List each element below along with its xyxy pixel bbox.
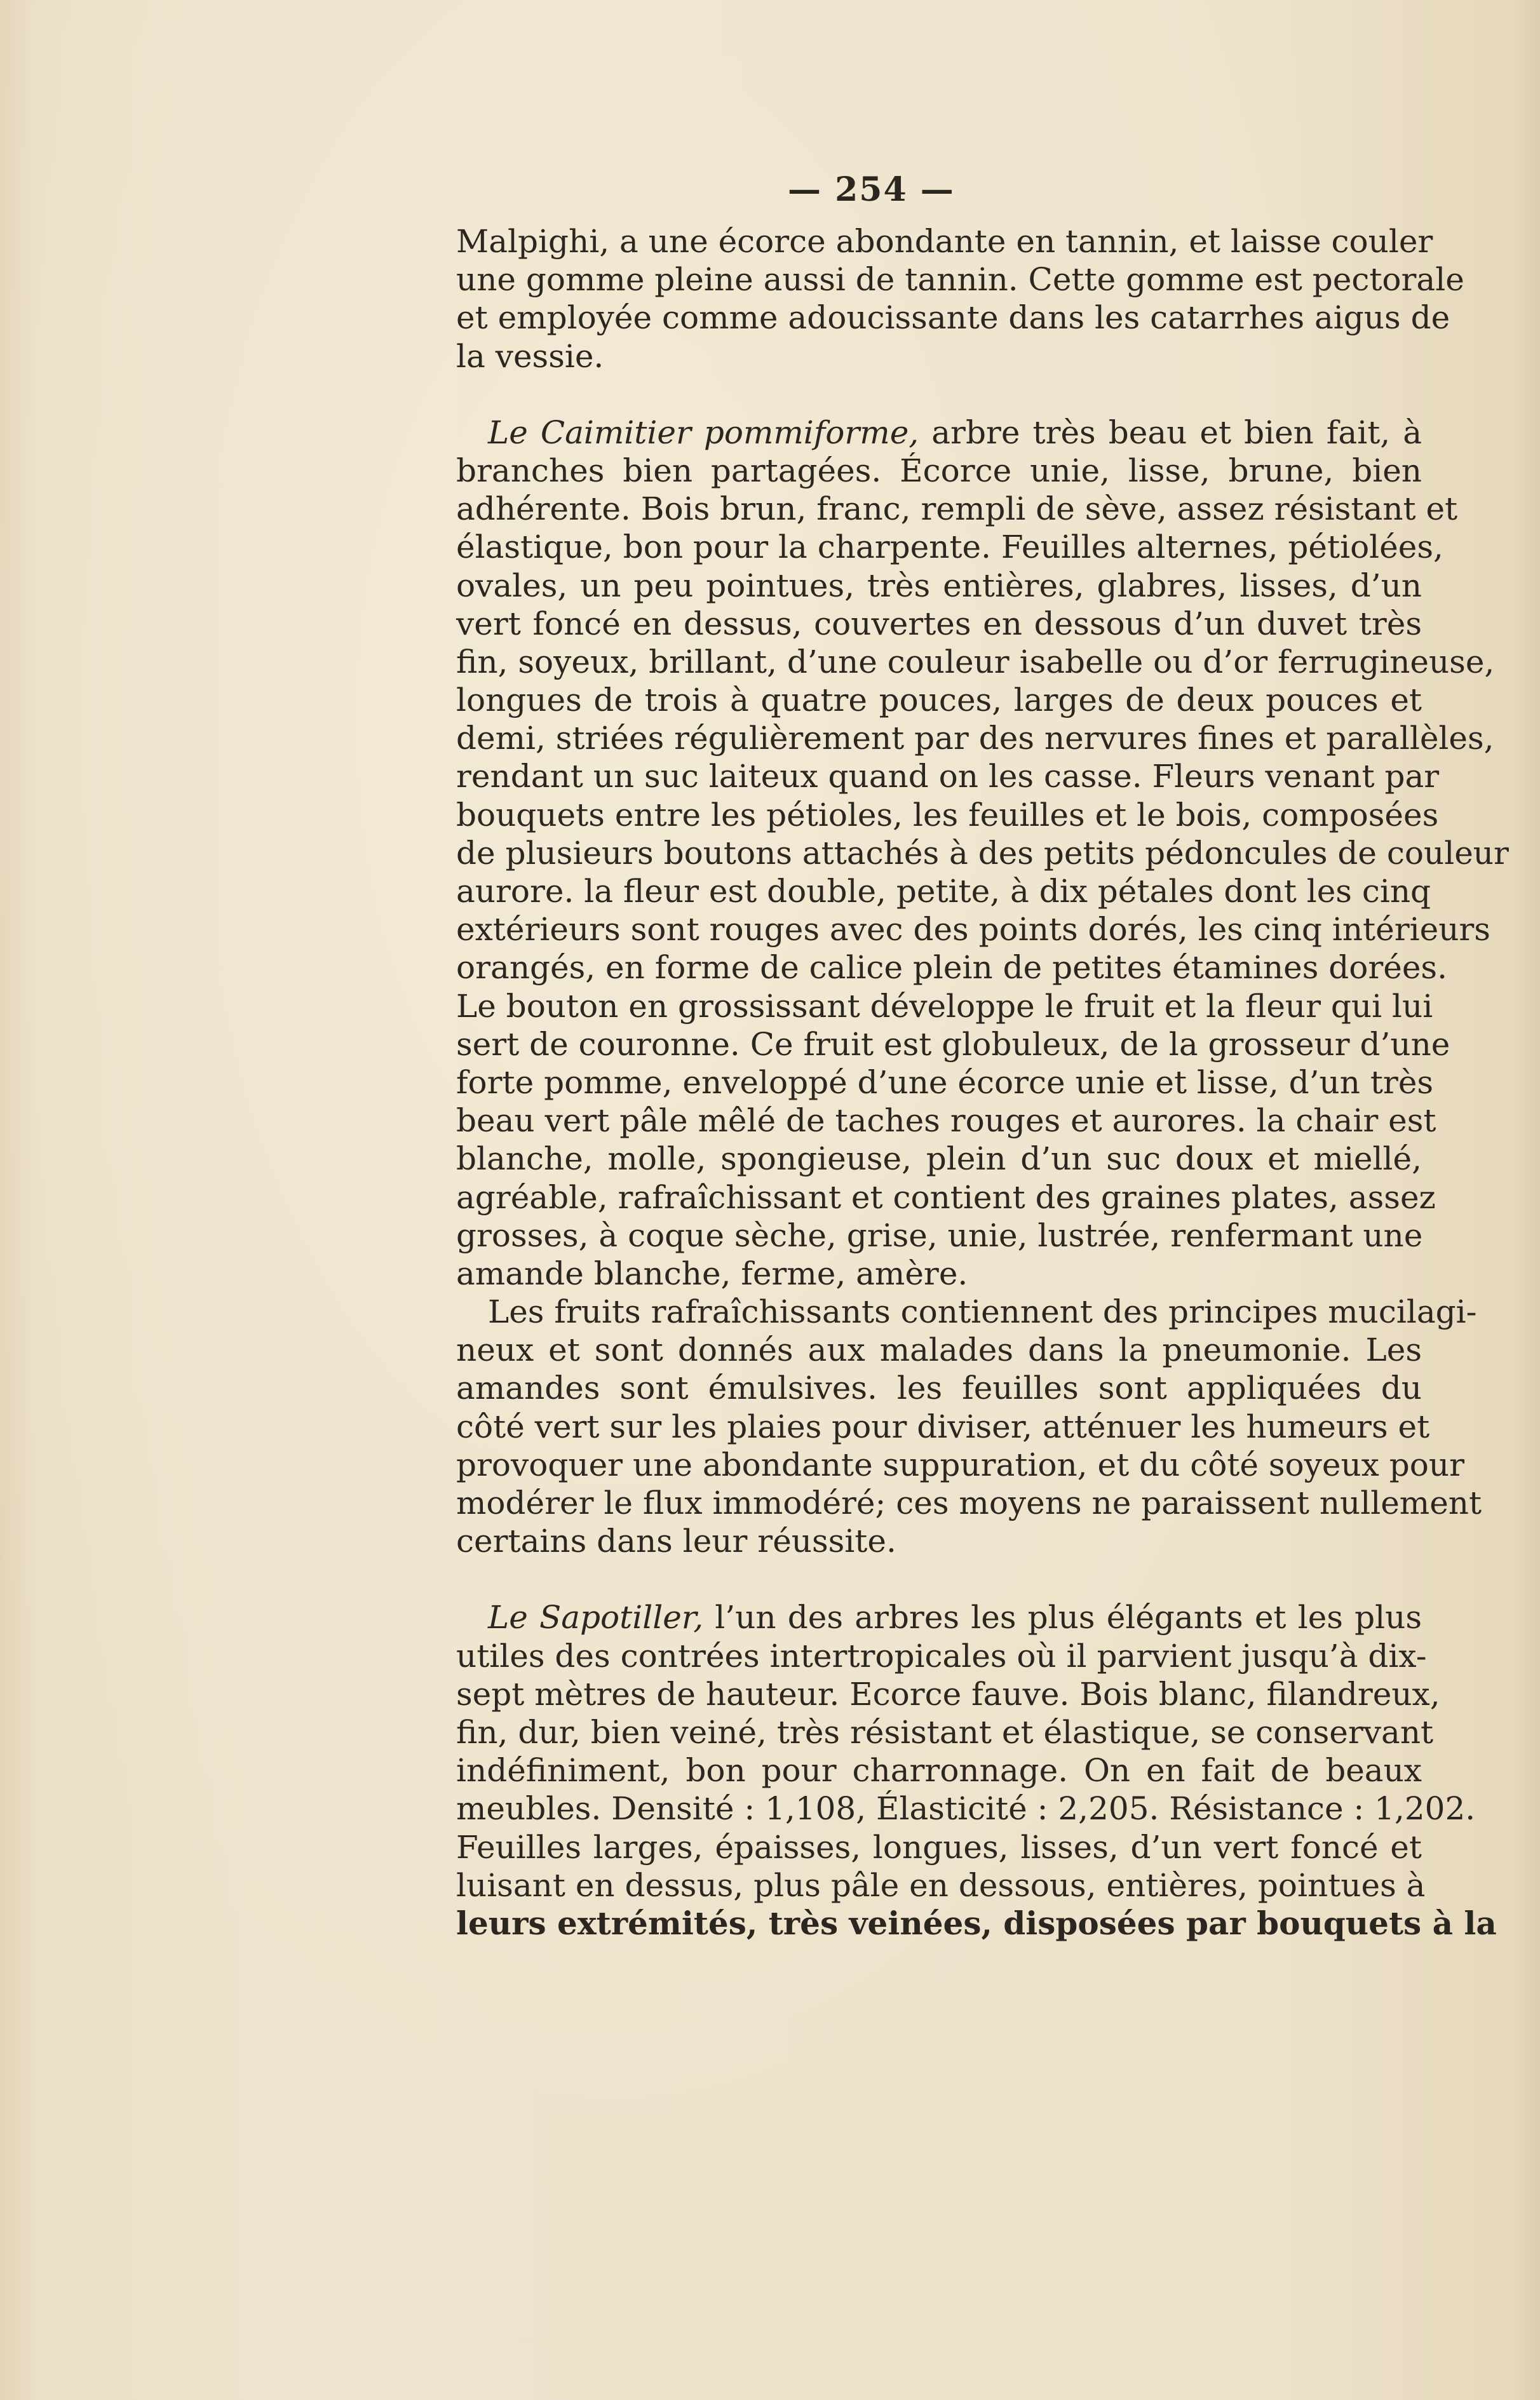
text-line: la vessie. [456,337,604,375]
first-line-text: arbre très beau et bien fait, à [919,414,1422,451]
text-line: Le bouton en grossissant développe le fruit et la fleur qui lui [456,987,1433,1025]
text-line: branches bien partagées. Écorce unie, lisse, brune, bien [456,452,1422,489]
text-line: Feuilles larges, épaisses, longues, lisses, d’un vert foncé et [456,1828,1422,1866]
text-line: sert de couronne. Ce fruit est globuleux, de la grosseur d’une [456,1025,1450,1063]
text-line: beau vert pâle mêlé de taches rouges et aurores. la chair est [456,1102,1436,1140]
text-line: aurore. la fleur est double, petite, à dix pétales dont les cinq [456,873,1431,910]
header-spacer [456,172,1422,222]
text-line: forte pomme, enveloppé d’une écorce unie et lisse, d’un très [456,1063,1434,1101]
text-line: luisant en dessus, plus pâle en dessous, entières, pointues à [456,1866,1426,1904]
text-line: et employée comme adoucissante dans les catarrhes aigus de [456,299,1450,337]
text-line: côté vert sur les plaies pour diviser, atténuer les humeurs et [456,1408,1430,1445]
text-line: grosses, à coque sèche, grise, unie, lustrée, renfermant une [456,1217,1423,1254]
text-line: provoquer une abondante suppuration, et du côté soyeux pour [456,1446,1464,1483]
paragraph-first-line [456,1598,1422,1636]
text-line: indéfiniment, bon pour charronnage. On en fait de beaux [456,1752,1422,1790]
text-line: meubles. Densité : 1,108, Élasticité : 2,205. Résistance : 1,202. [456,1790,1476,1828]
text-line: Malpighi, a une écorce abondante en tannin, et laisse couler [456,223,1433,260]
paragraph-sapotiller [456,1598,1497,1943]
paragraph-caimitier [456,414,1509,1293]
text-line: sept mètres de hauteur. Ecorce fauve. Bois blanc, filandreux, [456,1675,1440,1713]
first-line-text: l’un des arbres les plus élégants et les plus [703,1599,1422,1636]
text-line: modérer le flux immodéré; ces moyens ne paraissent nullement [456,1485,1482,1521]
species-name-sapotiller: Le Sapotiller, [488,1599,704,1636]
text-line: bouquets entre les pétioles, les feuilles et le bois, composées [456,796,1439,833]
paragraph-uses [456,1293,1482,1560]
text-line: une gomme pleine aussi de tannin. Cette gomme est pectorale [456,261,1464,299]
page-text [456,172,1509,1943]
text-line: fin, dur, bien veiné, très résistant et élastique, se conservant [456,1713,1434,1751]
text-line: demi, striées régulièrement par des nervures fines et parallèles, [456,720,1494,757]
text-line: rendant un suc laiteux quand on les casse. Fleurs venant par [456,758,1440,795]
page-number: — 254 — [788,170,955,209]
text-line: élastique, bon pour la charpente. Feuilles alternes, pétiolées, [456,529,1443,566]
text-line: certains dans leur réussite. [456,1523,896,1560]
text-line: de plusieurs boutons attachés à des petits pédoncules de couleur [456,834,1509,872]
text-line: vert foncé en dessus, couvertes en dessous d’un duvet très [456,605,1422,642]
species-name-caimitier: Le Caimitier pommiforme, [488,414,919,451]
text-line: fin, soyeux, brillant, d’une couleur isabelle ou d’or ferrugineuse, [456,643,1495,680]
text-line: amande blanche, ferme, amère. [456,1255,968,1292]
text-line: Les fruits rafraîchissants contiennent des principes mucilagi- [488,1293,1477,1331]
text-line: extérieurs sont rouges avec des points dorés, les cinq intérieurs [456,911,1490,948]
text-line: agréable, rafraîchissant et contient des graines plates, assez [456,1178,1436,1216]
text-line: leurs extrémités, très veinées, disposées par bouquets à la [456,1904,1497,1942]
text-line: orangés, en forme de calice plein de petites étamines dorées. [456,949,1447,987]
text-line: ovales, un peu pointues, très entières, glabres, lisses, d’un [456,567,1422,604]
text-line: amandes sont émulsives. les feuilles sont appliquées du [456,1370,1422,1407]
paragraph-malpighi [456,222,1464,375]
paragraph-gap [456,375,1422,414]
paragraph-gap [456,1560,1422,1598]
text-line: adhérente. Bois brun, franc, rempli de sève, assez résistant et [456,490,1458,528]
text-line: longues de trois à quatre pouces, larges de deux pouces et [456,682,1422,719]
paragraph-first-line [456,414,1422,452]
text-line: blanche, molle, spongieuse, plein d’un suc doux et miellé, [456,1140,1422,1178]
text-line: utiles des contrées intertropicales où il parvient jusqu’à dix- [456,1637,1427,1675]
text-line: neux et sont donnés aux malades dans la pneumonie. Les [456,1331,1422,1369]
